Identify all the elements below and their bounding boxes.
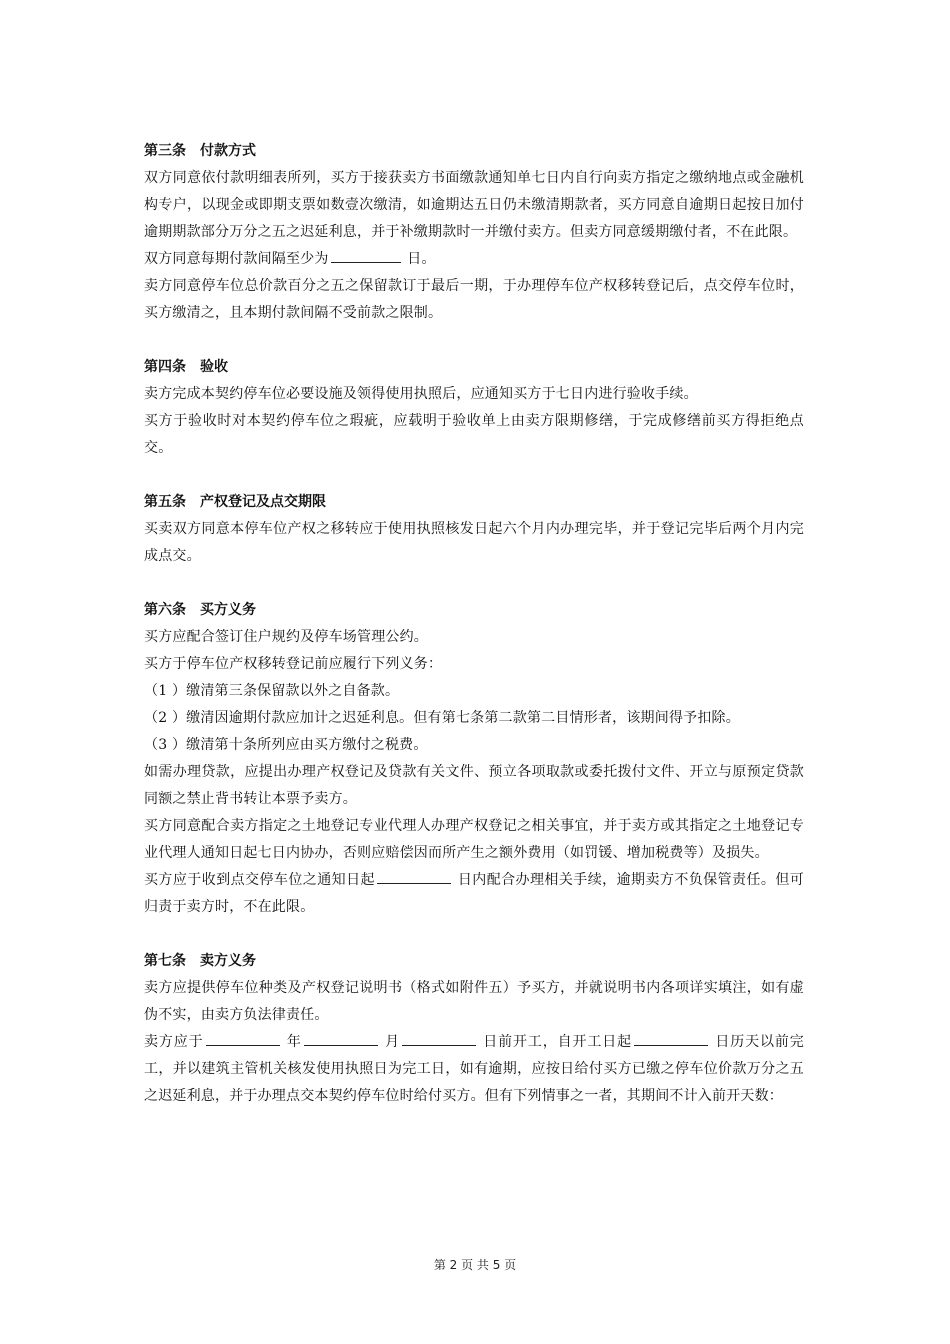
- article-6: [144, 597, 804, 921]
- fill-in-blank-days[interactable]: [634, 1031, 708, 1046]
- paragraph: 买卖双方同意本停车位产权之移转应于使用执照核发日起六个月内办理完毕，并于登记完毕后两个月内完成点交。: [144, 521, 804, 564]
- paragraph: [144, 867, 804, 921]
- text-segment: 日前开工，自开工日起: [477, 1034, 633, 1050]
- paragraph: 卖方完成本契约停车位必要设施及领得使用执照后，应通知买方于七日内进行验收手续。: [144, 386, 698, 402]
- fill-in-blank[interactable]: [377, 869, 451, 884]
- article-5: [144, 489, 804, 570]
- document-body: [144, 138, 804, 1110]
- article-heading: 第五条 产权登记及点交期限: [144, 494, 326, 510]
- text-segment: 月: [379, 1034, 400, 1050]
- list-item: （3 ）缴清第十条所列应由买方缴付之税费。: [144, 737, 428, 753]
- article-3: [144, 138, 804, 327]
- paragraph: 买方于停车位产权移转登记前应履行下列义务：: [144, 656, 443, 672]
- text-segment: 买方应于收到点交停车位之通知日起: [144, 872, 375, 888]
- article-4: [144, 354, 804, 462]
- paragraph: 买方同意配合卖方指定之土地登记专业代理人办理产权登记之相关事宜，并于卖方或其指定之土地登记专业代理人通知日起七日内协办，否则应赔偿因而所产生之额外费用（如罚锾、增加税费等）及损失。: [144, 818, 804, 861]
- fill-in-blank[interactable]: [331, 248, 401, 263]
- text-segment: 日历天以前完工，并以建筑主管机关核发使用执照日为完工日，如有逾期，应按日给付买方已缴之停车位价款万分之五之迟延利息，并于办理点交本契约停车位时给付买方。但有下列情事之一者，其期间不计入前开天数：: [144, 1034, 804, 1104]
- list-item: （1 ）缴清第三条保留款以外之自备款。: [144, 683, 400, 699]
- article-heading: 第七条 卖方义务: [144, 953, 256, 969]
- paragraph: 卖方应提供停车位种类及产权登记说明书（格式如附件五）予买方，并就说明书内各项详实填注，如有虚伪不实，由卖方负法律责任。: [144, 980, 804, 1023]
- article-heading: 第四条 验收: [144, 359, 228, 375]
- fill-in-blank-day[interactable]: [402, 1031, 476, 1046]
- paragraph: [144, 1029, 804, 1110]
- fill-in-blank-year[interactable]: [206, 1031, 280, 1046]
- text-segment: 卖方应于: [144, 1034, 204, 1050]
- article-heading: 第六条 买方义务: [144, 602, 256, 618]
- paragraph: 如需办理贷款，应提出办理产权登记及贷款有关文件、预立各项取款或委托拨付文件、开立与原预定贷款同额之禁止背书转让本票予卖方。: [144, 764, 804, 807]
- paragraph: 卖方同意停车位总价款百分之五之保留款订于最后一期，于办理停车位产权移转登记后，点交停车位时，买方缴清之，且本期付款间隔不受前款之限制。: [144, 278, 804, 321]
- article-7: [144, 948, 804, 1110]
- page-footer: 第 2 页 共 5 页: [433, 1258, 517, 1272]
- text-segment: 日内配合办理相关手续，逾期卖方不负保管责任。但可归责于卖方时，不在此限。: [144, 872, 804, 915]
- text-segment: 日。: [402, 251, 436, 267]
- text-segment: 双方同意每期付款间隔至少为: [144, 251, 329, 267]
- fill-in-blank-month[interactable]: [304, 1031, 378, 1046]
- list-item: （2 ）缴清因逾期付款应加计之迟延利息。但有第七条第二款第二目情形者，该期间得予扣除。: [144, 710, 740, 726]
- paragraph: [144, 246, 804, 273]
- paragraph: 买方于验收时对本契约停车位之瑕疵，应载明于验收单上由卖方限期修缮，于完成修缮前买方得拒绝点交。: [144, 413, 804, 456]
- article-heading: 第三条 付款方式: [144, 143, 256, 159]
- paragraph: 双方同意依付款明细表所列，买方于接获卖方书面缴款通知单七日内自行向卖方指定之缴纳地点或金融机构专户，以现金或即期支票如数壹次缴清，如逾期达五日仍未缴清期款者，买方同意自逾期日起按日加付逾期期款部分万分之五之迟延利息，并于补缴期款时一并缴付卖方。但卖方同意缓期缴付者，不在此限。: [144, 170, 804, 240]
- text-segment: 年: [281, 1034, 302, 1050]
- paragraph: 买方应配合签订住户规约及停车场管理公约。: [144, 629, 428, 645]
